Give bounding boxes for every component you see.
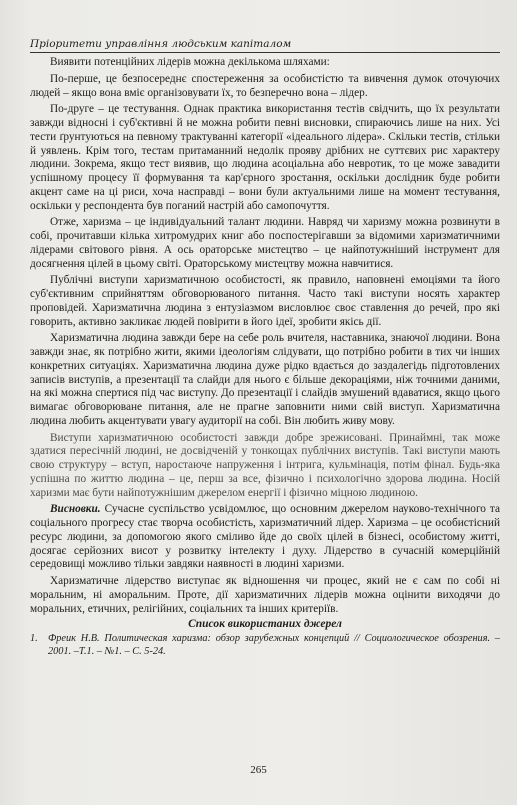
- paragraph: Отже, харизма – це індивідуальний талант людини. Навряд чи харизму можна розвинути в собі, прочитавши кілька хитромудрих книг або поспостерігавши за відомими харизматичними лідерами світового рівня. А ось ораторське мистецтво – це найпотужніший інструмент для досягнення цілей в цьому світі. Ораторському мистецтву можна навчитися.: [30, 216, 500, 270]
- conclusions-paragraph: [30, 503, 500, 572]
- paragraph: Виявити потенційних лідерів можна декількома шляхами:: [50, 56, 330, 68]
- page-number: 265: [250, 764, 267, 776]
- running-header: Пріоритети управління людським капіталом: [30, 38, 500, 53]
- paragraph: По-друге – це тестування. Однак практика використання тестів свідчить, що їх результати завжди відносні і суб'єктивні й не можна робити певні висновки, спираючись лише на них. Усі тести ґрунтуються на певному трактуванні категорії «ідеального лідера». Скільки тестів, стільки й уявлень. Крім того, тестам притаманний недолік прояву дрібних не суттєвих рис характеру людини. Зокрема, якщо тест виявив, що людина асоціальна або невротик, то це може завадити успішному процесу її формування та кар'єрного зростання, оскільки дослідник буде робити акцент саме на ці риси, хоча насправді – вони були актуальними лише на момент тестування, оскільки у респондента був поганий настрій або самопочуття.: [30, 103, 500, 212]
- paragraph: По-перше, це безпосереднє спостереження за особистістю та вивчення думок оточуючих людей – якщо вона вміє організовувати їх, то безперечно вона – лідер.: [30, 72, 500, 99]
- conclusions-lead: Висновки.: [50, 503, 101, 516]
- conclusions-text: Сучасне суспільство усвідомлює, що основним джерелом науково-технічного та соціального прогресу стає творча особистість, харизматичний лідер. Харизма – це особистісний ресурс людини, за допомогою якого сміливо йде до своїх цілей в бізнесі, особистому житті, досягає серйозних висот у розвитку інтелекту і духу. Лідерство в сучасній комерційній середовищі можливо тільки завдяки наявності в людині харизми.: [30, 503, 501, 571]
- reference-item: [30, 633, 500, 658]
- reference-text: Фреик Н.В. Политическая харизма: обзор зарубежных концепций // Социологическое обозрения. – 2001. –Т.1. – №1. – С. 5-24.: [48, 633, 500, 657]
- body-text: [30, 56, 500, 658]
- reference-number: 1.: [30, 633, 38, 644]
- paragraph: Харизматичне лідерство виступає як відношення чи процес, який не є сам по собі ні моральним, ні аморальним. Проте, дії харизматичних лідерів можна оцінити виходячи до моральних, етичних, релігійних, соціальних та інших критеріїв.: [30, 575, 500, 615]
- references-title: Список використаних джерел: [188, 618, 342, 631]
- paragraph: Харизматична людина завжди бере на себе роль вчителя, наставника, знаючої людини. Вона завжди знає, як потрібно жити, якими ідеологіям слідувати, що потрібно робити в тих чи інших конкретних ситуаціях. Харизматична людина дуже рідко вдається до заздалегідь підготовлених записів виступів, а презентації та слайди для нього є більше декораціями, ніж точними даними, на які можна спертися під час виступу. До презентації і слайдів змушений вдаватися, якщо цього вимагає обговорюване питання, але не прагне заповнити ними свій виступ. Харизматична людина любить акцентувати увагу аудиторії на собі. Він любить живу мову.: [30, 332, 500, 427]
- paragraph: Публічні виступи харизматичною особистості, як правило, наповнені емоціями та його суб'єктивним сприйняттям обговорюваного питання. Часто такі виступи носять характер проповідей. Харизматична людина з ентузіазмом висловлює своє ставлення до речей, про які говорить, активно закликає людей повірити в його ідеї, зробити якісь дії.: [30, 274, 500, 328]
- paragraph: Виступи харизматичною особистості завжди добре зрежисовані. Принаймні, так може здатися пересічній людині, не досвідченій у тонкощах публічних виступів. Такі виступи мають свою структуру – вступ, наростаюче напруження і інтрига, кульмінація, потім фінал. Будь-яка успішна по життю людина – це, перш за все, фізично і психологічно здорова людина. Носій харизми має бути найпотужнішим джерелом енергії і фізично міцною людиною.: [30, 431, 500, 499]
